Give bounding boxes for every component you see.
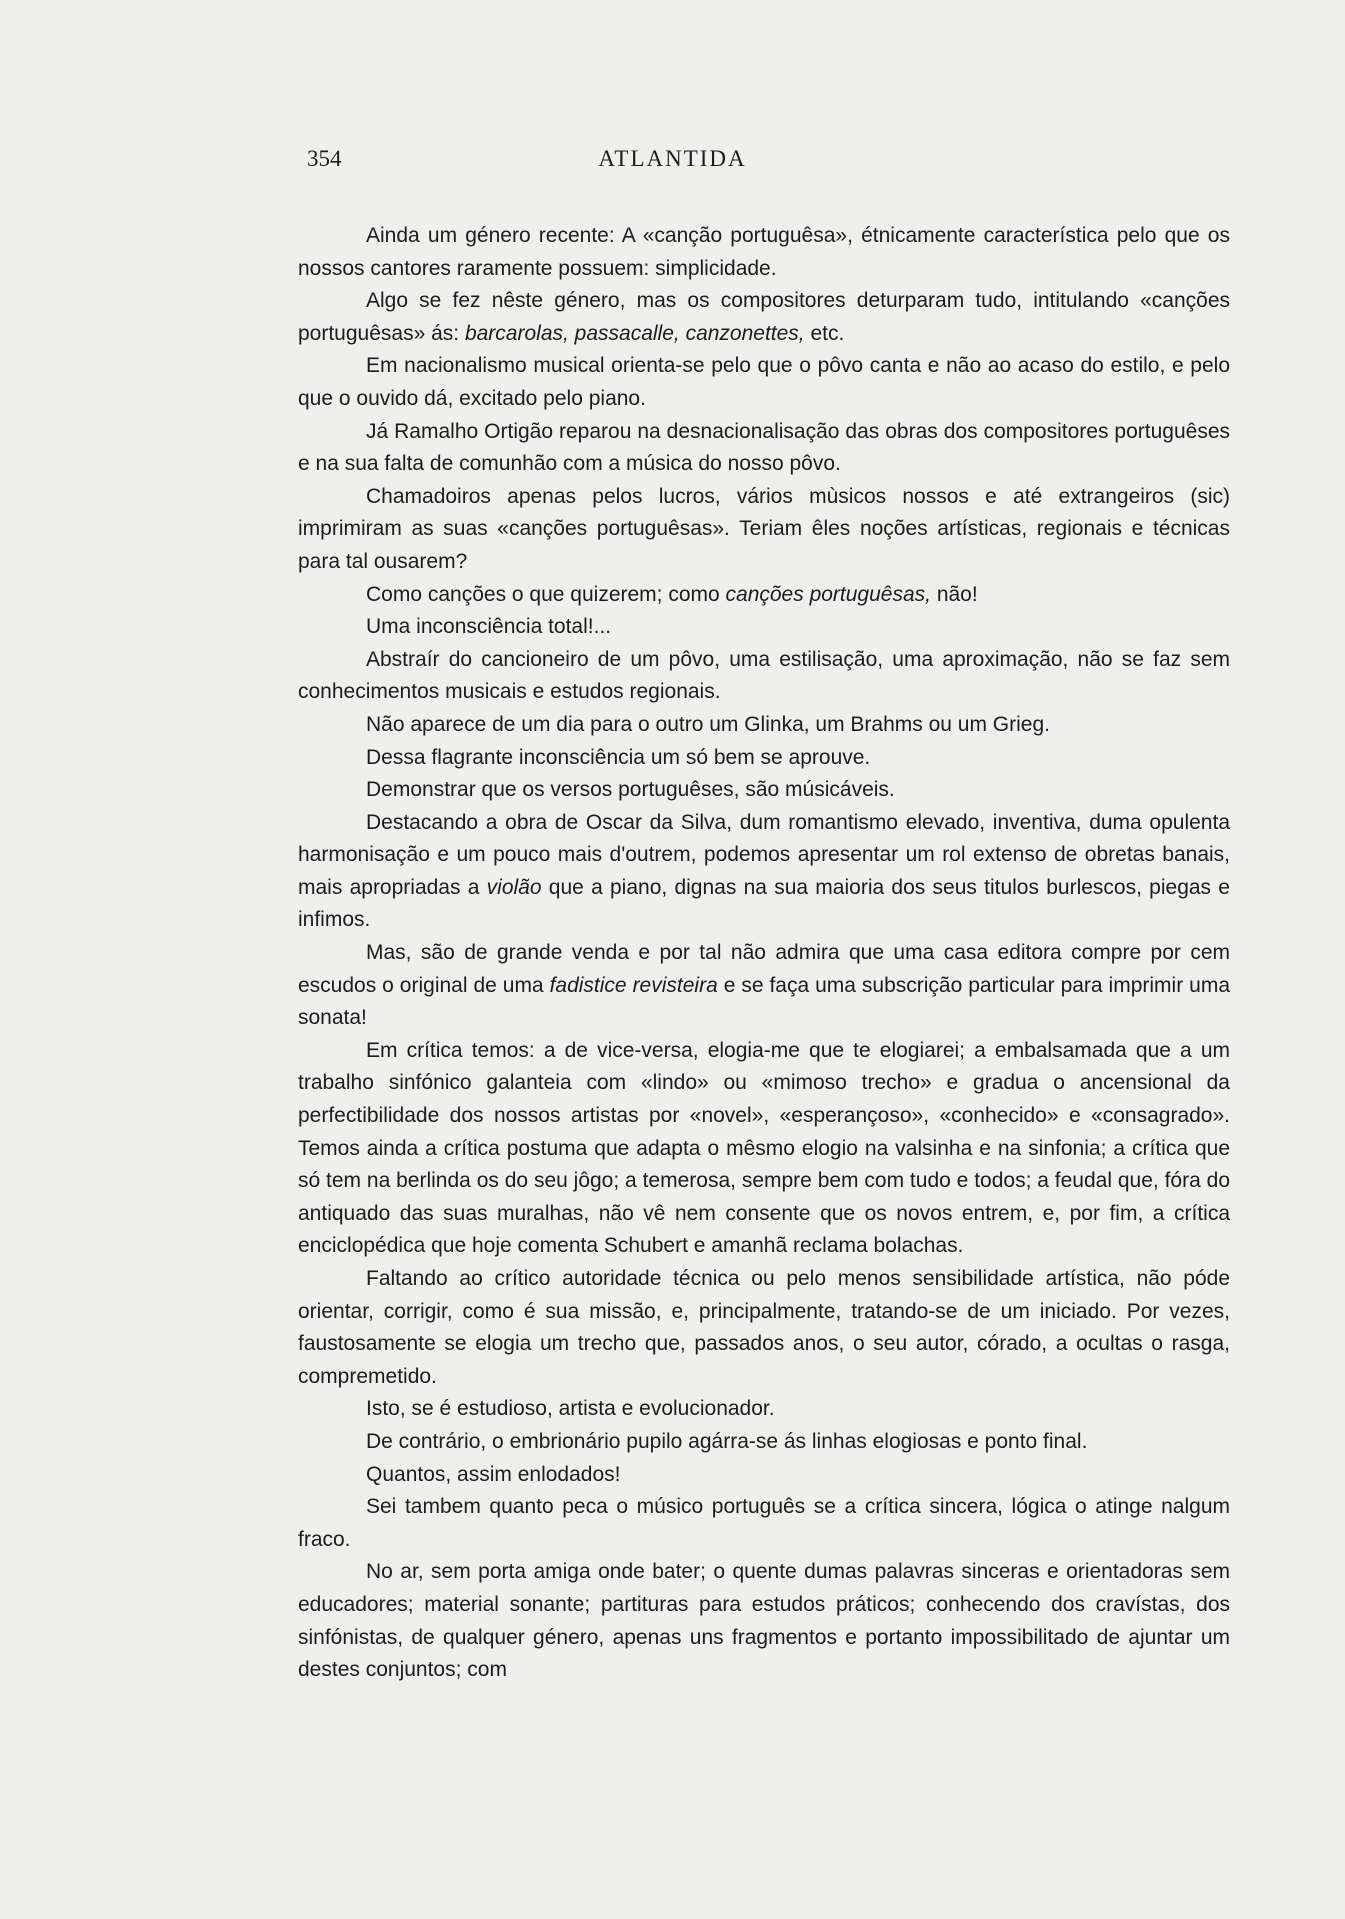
paragraph: Dessa flagrante inconsciência um só bem se aprouve.: [366, 745, 871, 769]
paragraph: Em crítica temos: a de vice-versa, elogia-me que te elogiarei; a embalsamada que a um trabalho sinfónico galanteia com «lindo» ou «mimoso trecho» e gradua o ancensional da perfectibilidade dos nossos artistas por «novel», «esperançoso», «conhecido» e «consagrado». Temos ainda a crítica postuma que adapta o mêsmo elogio na valsinha e na sinfonia; a crítica que só tem na berlinda os do seu jôgo; a temerosa, sempre bem com tudo e todos; a feudal que, fóra do antiquado das suas muralhas, não vê nem consente que os novos entrem, e, por fim, a crítica enciclopédica que hoje comenta Schubert e amanhã reclama bolachas.: [298, 1038, 1230, 1258]
page-number: 354: [307, 146, 342, 171]
paragraph: Abstraír do cancioneiro de um pôvo, uma estilisação, uma aproximação, não se faz sem conhecimentos musicais e estudos regionais.: [298, 647, 1230, 704]
italic-text: fadistice revisteira: [549, 973, 718, 997]
paragraph: Demonstrar que os versos portuguêses, são músicáveis.: [366, 778, 895, 802]
paragraph: Mas, são de grande venda e por tal não admira que uma casa editora compre por cem escudos o original de uma fadistice revisteira e se faça uma subscrição particular para imprimir uma sonata!: [298, 941, 1230, 1030]
paragraph: Já Ramalho Ortigão reparou na desnacionalisação das obras dos compositores portuguêses e na sua falta de comunhão com a música do nosso pôvo.: [298, 419, 1230, 476]
paragraph: Chamadoiros apenas pelos lucros, vários mùsicos nossos e até extrangeiros (sic) imprimiram as suas «canções portuguêsas». Teriam êles noções artísticas, regionais e técnicas para tal ousarem?: [298, 484, 1230, 573]
paragraph: Isto, se é estudioso, artista e evolucionador.: [366, 1397, 775, 1421]
italic-text: barcarolas, passacalle, canzonettes,: [464, 321, 805, 345]
running-title: ATLANTIDA: [598, 146, 747, 171]
paragraph: Quantos, assim enlodados!: [366, 1462, 621, 1486]
paragraph: Como canções o que quizerem; como canções portuguêsas, não!: [366, 582, 978, 606]
body-text: [298, 220, 1230, 1687]
page-header: [0, 146, 1345, 180]
paragraph: Ainda um género recente: A «canção portuguêsa», étnicamente característica pelo que os nossos cantores raramente possuem: simplicidade.: [298, 224, 1230, 280]
paragraph: Destacando a obra de Oscar da Silva, dum romantismo elevado, inventiva, duma opulenta harmonisação e um pouco mais d'outrem, podemos apresentar um rol extenso de obretas banais, mais apropriadas a violão que a piano, dignas na sua maioria dos seus titulos burlescos, piegas e infimos.: [298, 810, 1230, 932]
paragraph: Não aparece de um dia para o outro um Glinka, um Brahms ou um Grieg.: [366, 712, 1050, 736]
italic-text: canções portuguêsas,: [725, 582, 931, 606]
paragraph: Algo se fez nêste género, mas os compositores deturparam tudo, intitulando «canções portuguêsas» ás: barcarolas, passacalle, canzonettes, etc.: [298, 289, 1230, 345]
italic-text: violão: [486, 875, 542, 899]
paragraph: Uma inconsciência total!...: [366, 615, 612, 639]
paragraph: Sei tambem quanto peca o músico português se a crítica sincera, lógica o atinge nalgum fraco.: [298, 1495, 1230, 1551]
paragraph: Em nacionalismo musical orienta-se pelo que o pôvo canta e não ao acaso do estilo, e pelo que o ouvido dá, excitado pelo piano.: [298, 354, 1230, 410]
paragraph: Faltando ao crítico autoridade técnica ou pelo menos sensibilidade artística, não póde orientar, corrigir, como é sua missão, e, principalmente, tratando-se de um iniciado. Por vezes, faustosamente se elogia um trecho que, passados anos, o seu autor, córado, a ocultas o rasga, compremetido.: [298, 1267, 1230, 1388]
paragraph: No ar, sem porta amiga onde bater; o quente dumas palavras sinceras e orientadoras sem educadores; material sonante; partituras para estudos práticos; conhecendo dos cravístas, dos sinfónistas, de qualquer género, apenas uns fragmentos e portanto impossibilitado de ajuntar um destes conjuntos; com: [298, 1560, 1230, 1682]
paragraph: De contrário, o embrionário pupilo agárra-se ás linhas elogiosas e ponto final.: [366, 1429, 1088, 1453]
